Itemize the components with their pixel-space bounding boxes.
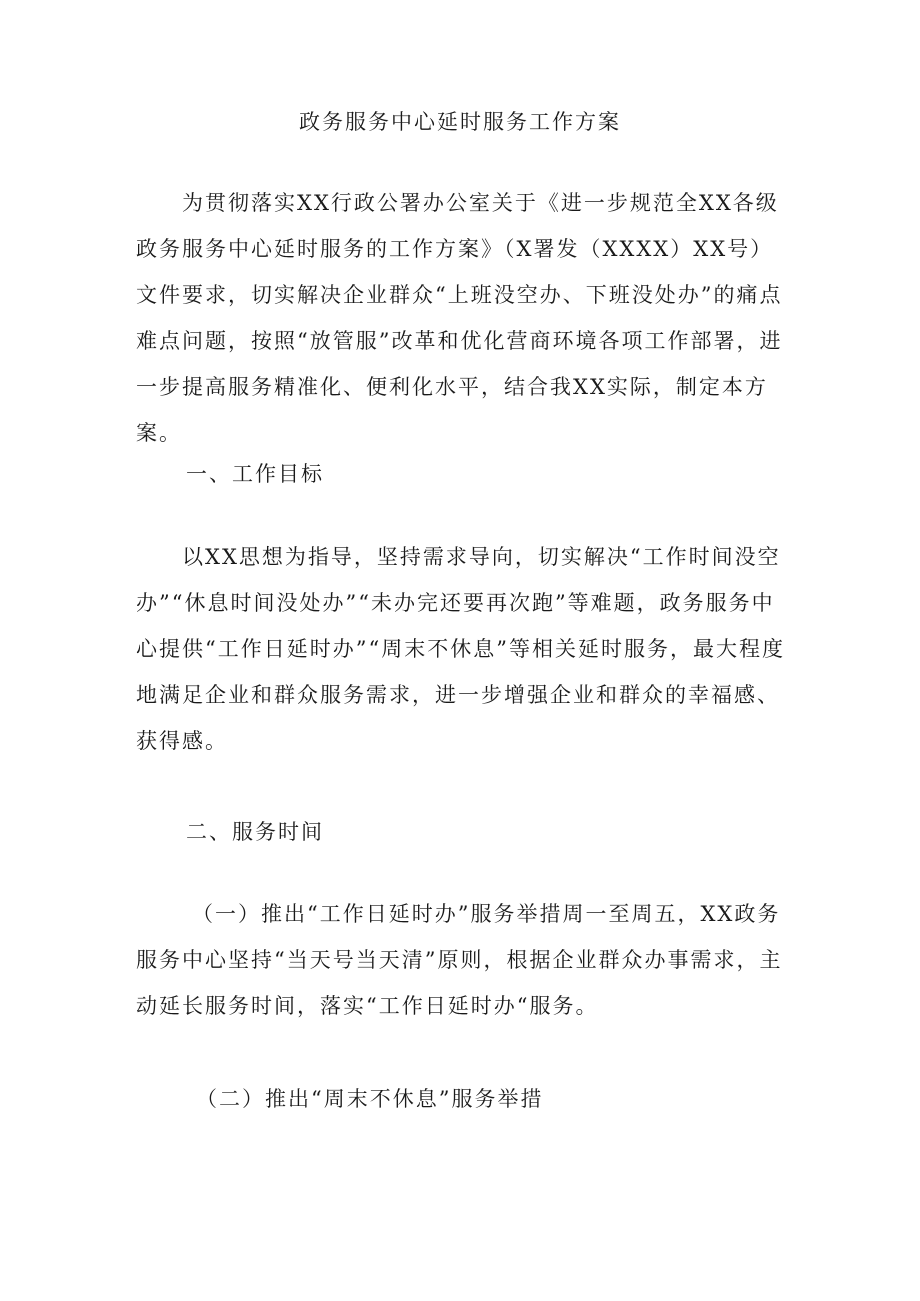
section-heading-service-time: 二、服务时间 — [186, 820, 324, 844]
work-goal-paragraph: 以XX思想为指导，坚持需求导向，切实解决“工作时间没空办”“休息时间没处办”“未办完还要再次跑”等难题，政务服务中心提供“工作日延时办”“周末不休息”等相关延时服务，最大程度地满足企业和群众服务需求，进一步增强企业和群众的幸福感、获得感。 — [136, 545, 785, 753]
section-heading-work-goal: 一、工作目标 — [186, 462, 324, 486]
service-item-weekday: （一）推出“工作日延时办”服务举措周一至周五，XX政务服务中心坚持“当天号当天清”原则，根据企业群众办事需求，主动延长服务时间，落实“工作日延时办“服务。 — [136, 902, 783, 1018]
intro-paragraph: 为贯彻落实XX行政公署办公室关于《进一步规范全XX各级政务服务中心延时服务的工作方案》（X署发（XXXX）XX号）文件要求，切实解决企业群众“上班没空办、下班没处办”的痛点难点问题，按照“放管服”改革和优化营商环境各项工作部署，进一步提高服务精准化、便利化水平，结合我XX实际，制定本方案。 — [136, 191, 783, 445]
service-item-weekend: （二）推出“周末不休息”服务举措 — [196, 1087, 544, 1111]
document-title: 政务服务中心延时服务工作方案 — [299, 110, 621, 134]
